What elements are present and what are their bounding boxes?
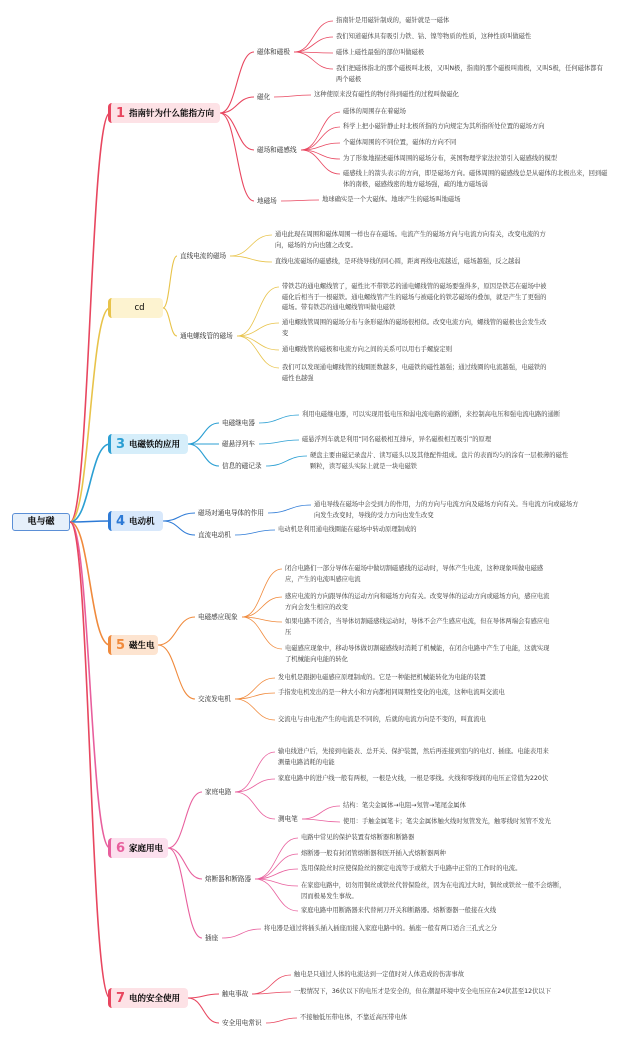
leaf-text: 电动机是利用通电线圈能在磁场中转动原理制成的 [278, 526, 417, 533]
sub-connector [158, 617, 195, 645]
sub-connector [168, 848, 202, 879]
leaf-connector [235, 699, 275, 720]
leaf-text: 家庭电路中用断路器来代替闸刀开关和断路器。熔断器器一般接在火线 [301, 907, 497, 914]
leaf-text: 通电此现在周围和磁体周围一样也存在磁场。电流产生的磁场方向与电流方向有关，改变电流的方向，磁场的方向也随之改变。 [275, 231, 546, 249]
leaf-text: 我们知道磁体具有吸引力铁、钴、镍等物质的性质，这种性质叫做磁性 [336, 33, 532, 40]
branch-number: 6 [116, 840, 126, 856]
leaf-text: 直线电流磁场的磁感线，是环绕导线的同心圆，距离再线电流越近，磁场越强，反之越弱 [275, 258, 521, 265]
sub-connector [220, 113, 254, 201]
leaf-text: 使用：手触金属笔卡；笔尖金属体触火线时氖管发光，触零线时氖管不发光 [343, 818, 551, 825]
leaf-connector [302, 819, 340, 822]
leaf-text: 通电导线在磁场中会受到力的作用，力的方向与电流方向及磁场方向有关。当电流方向或磁场方向发生改变时，导线的受力方向也发生改变 [314, 501, 579, 519]
branch-node[interactable] [108, 838, 168, 858]
leaf-connector [237, 336, 279, 350]
leaf-text: 指南针是用磁针制成的，磁针就是一磁体 [336, 17, 450, 24]
branch-title: 电的安全使用 [129, 994, 181, 1004]
branch-title: 电动机 [129, 517, 155, 527]
sub-topic[interactable]: 插座 [205, 934, 219, 942]
sub-topic[interactable]: 家庭电路 [205, 788, 232, 796]
sub-connector [188, 444, 219, 466]
sub-topic[interactable]: 触电事故 [222, 990, 249, 998]
sub-connector [220, 52, 254, 113]
leaf-connector [222, 929, 261, 938]
sub-connector [188, 423, 219, 444]
leaf-connector [294, 37, 333, 52]
leaf-text: 科学上把小磁针静止时北极所指的方向规定为其所指所处位置的磁场方向 [343, 123, 545, 130]
leaf-text: 闭合电路们一部分导体在磁场中做切割磁感线的运动时，导体产生电流，这种现象叫做电磁感应，产生的电流叫感应电流 [285, 565, 544, 583]
leaf-text: 在家庭电路中，切勿用铜丝或铁丝代替保险丝，因为在电流过大时，铜丝或铁丝一般不会熔断，因而极易发生事故。 [301, 882, 566, 900]
leaf-text: 将电器是通过将插头插入插座而接入家庭电路中的。插座一般有两口适合三孔式之分 [264, 925, 497, 932]
leaf-text: 为了形象地描述磁体周围的磁场分布，英国物理学家法拉第引入磁感线的模型 [343, 155, 558, 162]
branch-number: 3 [116, 436, 126, 452]
branch-node[interactable] [108, 511, 163, 531]
leaf-connector [294, 52, 333, 69]
branch-connector [70, 521, 110, 522]
leaf-connector [259, 440, 299, 444]
leaf-connector [274, 95, 311, 97]
sub-topic[interactable]: 磁场和磁感线 [257, 146, 297, 154]
leaf-connector [301, 150, 340, 174]
branch-connector [70, 308, 110, 522]
leaf-text: 通电螺线管周围的磁场分布与条形磁体的磁场很相似。改变电流方向，螺线管的磁极也会发生改变 [282, 319, 547, 337]
branch-number: 4 [116, 513, 126, 529]
leaf-connector [259, 415, 299, 423]
sub-topic[interactable]: 测电笔 [278, 815, 298, 823]
leaf-text: 手指发电机发出的是一种大小和方向都相同周期性变化的电流，这种电流叫交流电 [278, 689, 505, 696]
leaf-text: 交流电与由电池产生的电流是不同的，后就的电流方向是不变的，叫直流电 [278, 716, 486, 723]
leaf-connector [237, 287, 279, 336]
leaf-text: 触电是只通过人体的电流达到一定值时对人体造成的伤害事故 [294, 971, 465, 978]
sub-connector [163, 513, 195, 521]
sub-topic[interactable]: 电磁感应现象 [198, 613, 238, 621]
sub-topic[interactable]: 磁悬浮列车 [222, 440, 255, 448]
branch-number: 5 [116, 637, 126, 653]
sub-connector [163, 521, 195, 535]
leaf-text: 地球确实是一个大磁体。地球产生的磁场叫地磁场 [322, 196, 461, 203]
branch-node[interactable] [108, 298, 163, 318]
branch-title: 磁生电 [129, 641, 155, 651]
leaf-text: 电磁感应现象中，移动导体做切割磁感线时消耗了机械能，在闭合电路中产生了电能，这就实现了机械能向电能的转化 [285, 645, 550, 663]
leaf-text: 利用电磁继电器，可以实现用低电压和弱电流电路的通断，来控制高电压和强电流电路的通断 [302, 411, 561, 418]
leaf-text: 我们可以发现通电螺线管的线圈匝数越多，电磁铁的磁性越强；通过线圈的电流越强，电磁铁的磁性也越强 [282, 364, 547, 382]
branch-title: cd [134, 303, 145, 313]
leaf-text: 输电线进户后，先接到电能表、总开关、保护装置，然后再连接到室内的电灯、插座。电能表用来测量电路消耗的电能 [278, 748, 549, 766]
branch-title: 家庭用电 [129, 844, 164, 854]
leaf-connector [255, 838, 298, 879]
branch-node[interactable] [108, 103, 220, 123]
leaf-connector [302, 806, 340, 819]
sub-topic[interactable]: 电磁继电器 [222, 419, 255, 427]
sub-connector [163, 308, 177, 336]
leaf-text: 我们把磁体指北的那个磁极叫北极，又叫N极，指南的那个磁极叫南极，又叫S极，任何磁体都有两个磁极 [336, 65, 603, 83]
leaf-text: 个磁体周围的不同位置，磁体的方向不同 [343, 139, 457, 146]
leaf-connector [242, 597, 282, 617]
leaf-connector [230, 235, 272, 256]
leaf-connector [235, 752, 275, 792]
leaf-connector [237, 336, 279, 368]
branch-title: 指南针为什么能指方向 [129, 109, 215, 119]
leaf-text: 通电螺线管的磁极和电流方向之间的关系可以用右手螺旋定则 [282, 346, 453, 353]
leaf-text: 选用保险丝时应使保险丝的额定电流等于或稍大于电路中正常的工作时的电流。 [301, 865, 522, 872]
leaf-text: 家庭电路中的进户线一般有两根，一根是火线，一根是零线。火线和零线间的电压正常值为220伏 [278, 775, 549, 782]
sub-connector [235, 792, 275, 819]
sub-connector [188, 994, 219, 998]
leaf-connector [266, 1018, 297, 1023]
leaf-connector [301, 112, 340, 150]
sub-topic[interactable]: 通电螺线管的磁场 [180, 332, 233, 340]
sub-topic[interactable]: 直流电动机 [198, 531, 231, 539]
sub-topic[interactable]: 磁化 [257, 93, 271, 101]
branch-node[interactable] [108, 434, 188, 454]
leaf-connector [230, 256, 272, 262]
leaf-text: 不接触低压带电体，不靠近高压带电体 [300, 1014, 408, 1021]
sub-topic[interactable]: 熔断器和断路器 [205, 875, 252, 883]
sub-connector [163, 256, 177, 308]
leaf-connector [294, 21, 333, 52]
leaf-text: 发电机是跟据电磁感应原理制成的。它是一种能把机械能转化为电能的装置 [278, 674, 486, 681]
leaf-text: 这种使原来没有磁性的物付得到磁性的过程叫做磁化 [314, 91, 459, 98]
leaf-connector [255, 879, 298, 911]
leaf-connector [235, 530, 275, 535]
leaf-connector [266, 456, 307, 466]
leaf-text: 磁悬浮列车就是利用“同名磁极相互排斥，异名磁极相互吸引”的原理 [302, 436, 492, 443]
leaf-connector [281, 200, 319, 201]
sub-topic[interactable]: 直线电流的磁场 [180, 252, 227, 260]
leaf-text: 带铁芯的通电螺线管了，磁性比不带铁芯的通电螺线管的磁场要强得多，原因是铁芯在磁场中被磁化后相当于一根磁铁。通电螺线管产生的磁场与被磁化的铁芯磁场的叠加，就是产生了更强的磁场。带有铁芯的通电螺线管叫做电磁铁 [282, 283, 547, 311]
leaf-text: 磁体上磁性最强的部位叫做磁极 [336, 49, 425, 56]
branch-node[interactable] [108, 988, 188, 1008]
sub-topic[interactable]: 磁场对通电导体的作用 [198, 509, 264, 517]
branch-title: 电磁铁的应用 [129, 440, 181, 450]
sub-topic[interactable]: 磁体和磁极 [257, 48, 290, 56]
leaf-text: 一般情况下，36伏以下的电压才是安全的，但在潮湿环境中安全电压应在24伏甚至12伏以下 [294, 988, 552, 995]
leaf-connector [252, 975, 291, 994]
sub-connector [220, 113, 254, 150]
leaf-connector [268, 505, 311, 513]
leaf-text: 熔断器一般有封闭管熔断器和医开插入式熔断器两种 [301, 850, 446, 857]
leaf-connector [242, 569, 282, 617]
sub-connector [158, 645, 195, 699]
leaf-text: 磁感线上的箭头表示的方向，即是磁场方向。磁体周围的磁感线总是从磁体的北极出来，回到磁体的南极，磁感线密的地方磁场强，疏的地方磁场弱 [343, 170, 608, 188]
leaf-connector [235, 779, 275, 792]
branch-number: 1 [116, 105, 126, 121]
sub-connector [168, 848, 202, 938]
branch-number: 7 [116, 990, 126, 1006]
leaf-connector [301, 150, 340, 159]
sub-connector [168, 792, 202, 848]
branch-node[interactable] [108, 635, 158, 655]
sub-connector [188, 998, 219, 1023]
branch-connector [70, 522, 110, 998]
leaf-text: 磁体的周围存在着磁场 [343, 108, 406, 115]
sub-topic[interactable]: 交流发电机 [198, 695, 231, 703]
sub-topic[interactable]: 地磁场 [257, 197, 277, 205]
leaf-text: 硬盘主要由磁记录盘片、读写磁头以及其他配件组成。盘片的表面均匀的涂有一层极薄的磁性颗粒，读写磁头实际上就是一块电磁铁 [310, 452, 569, 470]
root-node[interactable]: 电与磁 [12, 513, 70, 531]
leaf-text: 感应电流的方向跟导体的运动方向和磁场方向有关。改变导体的运动方向或磁场方向，感应电流方向会发生相应的改变 [285, 593, 550, 611]
leaf-text: 如果电路不闭合，当导体切割磁感线运动时，导体不会产生感应电流，但在导体两端会有感应电压 [285, 618, 550, 636]
leaf-text: 结构：笔尖金属体→电阻→氖管→笔尾金属体 [343, 802, 466, 809]
sub-topic[interactable]: 安全用电常识 [222, 1019, 262, 1027]
leaf-text: 电路中常见的保护装置有熔断器和断路器 [301, 834, 415, 841]
sub-topic[interactable]: 信息的磁记录 [222, 462, 262, 470]
branch-connector [70, 522, 110, 848]
